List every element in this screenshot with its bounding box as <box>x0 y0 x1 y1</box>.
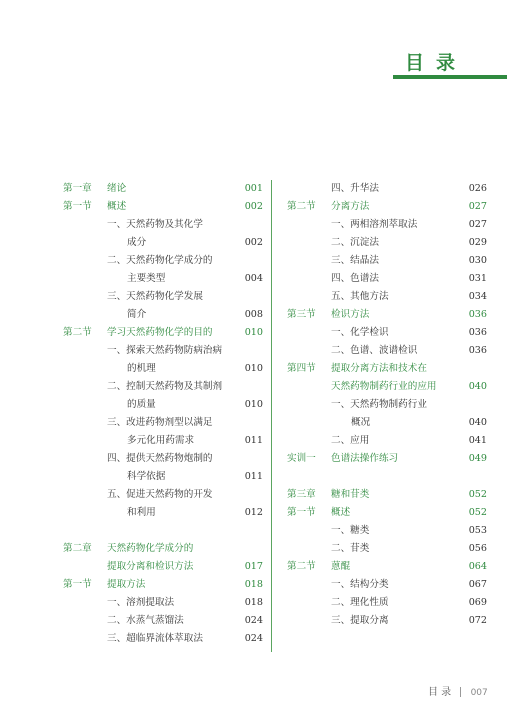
toc-entry[interactable] <box>287 504 487 522</box>
toc-entry[interactable] <box>63 504 263 522</box>
toc-entry[interactable] <box>63 450 263 468</box>
toc-entry-title: 提取分离和检识方法 <box>107 561 194 572</box>
toc-entry-title: 多元化用药需求 <box>127 435 195 446</box>
toc-entry[interactable] <box>287 342 487 360</box>
toc-entry-page: 067 <box>468 579 487 590</box>
toc-entry[interactable] <box>287 594 487 612</box>
toc-entry-title: 一、溶剂提取法 <box>107 597 175 608</box>
toc-entry-title: 二、水蒸气蒸馏法 <box>107 615 184 626</box>
toc-entry-page: 041 <box>468 435 487 446</box>
column-divider <box>271 180 272 652</box>
toc-entry-page: 001 <box>244 183 263 194</box>
page-title: 目录 <box>405 52 468 74</box>
toc-entry-page: 052 <box>468 507 487 518</box>
toc-entry[interactable] <box>287 198 487 216</box>
toc-entry[interactable] <box>63 558 263 576</box>
toc-entry-title: 四、升华法 <box>331 183 379 194</box>
toc-entry-label: 第二节 <box>287 201 316 212</box>
toc-entry[interactable] <box>63 216 263 234</box>
toc-entry-page: 072 <box>468 615 487 626</box>
toc-entry-title: 主要类型 <box>127 273 166 284</box>
toc-entry-title: 蒽醌 <box>331 561 351 572</box>
toc-entry[interactable] <box>287 612 487 630</box>
toc-entry-title: 二、色谱、波谱检识 <box>331 345 418 356</box>
toc-entry-title: 四、提供天然药物炮制的 <box>107 453 213 464</box>
toc-entry-title: 三、超临界流体萃取法 <box>107 633 203 644</box>
toc-entry-page: 036 <box>468 309 487 320</box>
toc-entry-title: 一、糖类 <box>331 525 370 536</box>
toc-entry-label: 第一节 <box>287 507 316 518</box>
toc-entry[interactable] <box>63 486 263 504</box>
toc-entry-page: 036 <box>468 345 487 356</box>
toc-entry-title: 三、天然药物化学发展 <box>107 291 203 302</box>
toc-entry-page: 010 <box>244 327 263 338</box>
toc-entry[interactable] <box>63 288 263 306</box>
toc-entry[interactable] <box>287 540 487 558</box>
toc-entry-label: 第一节 <box>63 579 92 590</box>
toc-entry-title: 二、应用 <box>331 435 370 446</box>
toc-entry-title: 绪论 <box>107 183 127 194</box>
toc-left-column <box>63 180 263 648</box>
toc-entry[interactable] <box>63 414 263 432</box>
toc-entry-page: 002 <box>244 201 263 212</box>
toc-entry-page: 034 <box>468 291 487 302</box>
toc-entry[interactable] <box>287 252 487 270</box>
toc-entry-title: 色谱法操作练习 <box>331 453 399 464</box>
toc-entry-page: 024 <box>244 633 263 644</box>
toc-entry[interactable] <box>287 360 487 378</box>
toc-entry-title: 成分 <box>127 237 147 248</box>
toc-entry[interactable] <box>287 234 487 252</box>
toc-entry-title: 五、促进天然药物的开发 <box>107 489 213 500</box>
toc-entry[interactable] <box>63 306 263 324</box>
toc-entry-label: 第一章 <box>63 183 92 194</box>
toc-entry-title: 四、色谱法 <box>331 273 379 284</box>
toc-entry-page: 056 <box>468 543 487 554</box>
toc-entry[interactable] <box>63 630 263 648</box>
toc-entry-page: 030 <box>468 255 487 266</box>
toc-entry-label: 第二节 <box>287 561 316 572</box>
toc-entry-page: 011 <box>244 435 263 446</box>
toc-entry-title: 科学依据 <box>127 471 166 482</box>
toc-entry[interactable] <box>287 180 487 198</box>
toc-entry[interactable] <box>63 252 263 270</box>
toc-entry[interactable] <box>63 270 263 288</box>
toc-entry[interactable] <box>63 198 263 216</box>
toc-entry-page: 064 <box>468 561 487 572</box>
toc-entry-title: 提取分离方法和技术在 <box>331 363 427 374</box>
toc-entry[interactable] <box>63 342 263 360</box>
toc-entry-page: 018 <box>244 597 263 608</box>
toc-entry[interactable] <box>287 414 487 432</box>
toc-entry-page: 024 <box>244 615 263 626</box>
toc-entry-label: 第二章 <box>63 543 92 554</box>
toc-entry-title: 三、结晶法 <box>331 255 379 266</box>
toc-entry-title: 概述 <box>331 507 351 518</box>
toc-entry-page: 008 <box>244 309 263 320</box>
toc-right-column <box>287 180 487 630</box>
toc-entry-page: 049 <box>468 453 487 464</box>
toc-entry-page: 011 <box>244 471 263 482</box>
toc-entry-page: 026 <box>468 183 487 194</box>
toc-entry[interactable] <box>287 396 487 414</box>
toc-entry[interactable] <box>287 306 487 324</box>
toc-entry-title: 糖和苷类 <box>331 489 370 500</box>
toc-entry-title: 分离方法 <box>331 201 370 212</box>
toc-entry-title: 一、天然药物及其化学 <box>107 219 203 230</box>
toc-entry[interactable] <box>63 360 263 378</box>
toc-entry-page: 027 <box>468 201 487 212</box>
toc-entry[interactable] <box>287 270 487 288</box>
toc-entry-title: 天然药物制药行业的应用 <box>331 381 437 392</box>
toc-entry-label: 第三章 <box>287 489 316 500</box>
toc-entry-label: 第四节 <box>287 363 316 374</box>
toc-entry-page: 031 <box>468 273 487 284</box>
toc-entry[interactable] <box>287 378 487 396</box>
toc-entry-title: 概述 <box>107 201 127 212</box>
toc-entry-title: 天然药物化学成分的 <box>107 543 194 554</box>
toc-entry-page: 010 <box>244 399 263 410</box>
footer-label: 目 录 <box>428 687 452 698</box>
toc-entry-title: 学习天然药物化学的目的 <box>107 327 213 338</box>
toc-entry-title: 检识方法 <box>331 309 370 320</box>
toc-entry[interactable] <box>63 396 263 414</box>
footer-page-number: 007 <box>470 688 488 698</box>
toc-entry[interactable] <box>287 450 487 468</box>
toc-spacer <box>63 522 263 540</box>
toc-entry[interactable] <box>287 522 487 540</box>
toc-entry-page: 004 <box>244 273 263 284</box>
toc-entry-page: 018 <box>244 579 263 590</box>
toc-entry-page: 053 <box>468 525 487 536</box>
toc-entry[interactable] <box>63 324 263 342</box>
toc-entry-page: 052 <box>468 489 487 500</box>
toc-entry[interactable] <box>63 180 263 198</box>
toc-entry[interactable] <box>287 288 487 306</box>
toc-entry-label: 第三节 <box>287 309 316 320</box>
toc-entry-title: 一、化学检识 <box>331 327 389 338</box>
toc-entry-title: 简介 <box>127 309 147 320</box>
toc-entry[interactable] <box>63 432 263 450</box>
toc-entry-title: 一、两相溶剂萃取法 <box>331 219 418 230</box>
toc-spacer <box>287 468 487 486</box>
toc-entry[interactable] <box>63 540 263 558</box>
toc-entry-title: 提取方法 <box>107 579 146 590</box>
toc-entry[interactable] <box>63 612 263 630</box>
toc-entry-title: 二、理化性质 <box>331 597 389 608</box>
toc-entry[interactable] <box>287 486 487 504</box>
toc-entry-page: 002 <box>244 237 263 248</box>
toc-entry-title: 二、苷类 <box>331 543 370 554</box>
toc-entry-title: 二、天然药物化学成分的 <box>107 255 213 266</box>
toc-entry-page: 069 <box>468 597 487 608</box>
toc-entry-page: 017 <box>244 561 263 572</box>
toc-entry-title: 概况 <box>351 417 371 428</box>
toc-entry[interactable] <box>287 576 487 594</box>
toc-entry-title: 一、结构分类 <box>331 579 389 590</box>
toc-entry-title: 三、改进药物剂型以满足 <box>107 417 213 428</box>
toc-entry[interactable] <box>63 468 263 486</box>
toc-entry-title: 的机理 <box>127 363 156 374</box>
page-footer <box>428 683 488 698</box>
toc-entry-title: 的质量 <box>127 399 156 410</box>
toc-entry[interactable] <box>287 216 487 234</box>
title-underline <box>393 75 507 79</box>
toc-entry[interactable] <box>63 594 263 612</box>
toc-entry[interactable] <box>287 324 487 342</box>
toc-entry-page: 012 <box>244 507 263 518</box>
toc-entry-title: 三、提取分离 <box>331 615 389 626</box>
toc-entry-title: 五、其他方法 <box>331 291 389 302</box>
toc-entry-page: 029 <box>468 237 487 248</box>
toc-entry[interactable] <box>63 378 263 396</box>
toc-entry-page: 040 <box>468 381 487 392</box>
toc-entry[interactable] <box>287 558 487 576</box>
toc-entry-title: 和利用 <box>127 507 156 518</box>
toc-entry-title: 二、沉淀法 <box>331 237 379 248</box>
toc-entry-title: 二、控制天然药物及其制剂 <box>107 381 223 392</box>
toc-entry[interactable] <box>287 432 487 450</box>
toc-entry-page: 010 <box>244 363 263 374</box>
toc-entry-page: 027 <box>468 219 487 230</box>
toc-entry-label: 第一节 <box>63 201 92 212</box>
footer-separator <box>460 687 461 697</box>
toc-entry[interactable] <box>63 576 263 594</box>
toc-entry[interactable] <box>63 234 263 252</box>
toc-entry-title: 一、探索天然药物防病治病 <box>107 345 223 356</box>
toc-entry-title: 一、天然药物制药行业 <box>331 399 427 410</box>
toc-entry-label: 实训一 <box>287 453 316 464</box>
toc-entry-page: 040 <box>468 417 487 428</box>
toc-entry-page: 036 <box>468 327 487 338</box>
toc-entry-label: 第二节 <box>63 327 92 338</box>
